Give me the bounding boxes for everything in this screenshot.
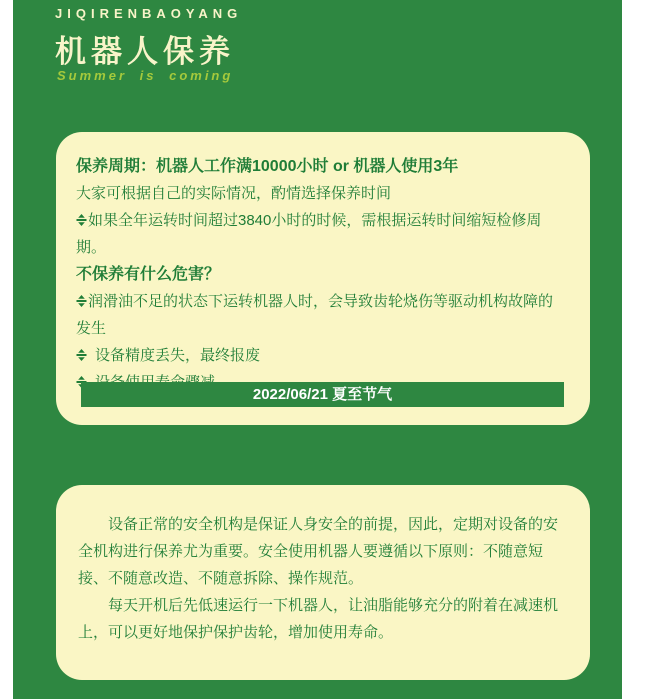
hazard-heading: 不保养有什么危害？ — [76, 266, 221, 283]
bullet-text: 设备精度丢失，最终报废 — [95, 347, 261, 364]
bullet-line — [76, 342, 566, 369]
bullet-text: 润滑油不足的状态下运转机器人时，会导致齿轮烧伤等驱动机构故障的发生 — [76, 293, 554, 337]
daily-startup-paragraph: 每天开机后先低速运行一下机器人，让油脂能够充分的附着在减速机上，可以更好地保护保护齿轮，增加使用寿命。 — [78, 597, 559, 641]
subtitle-text: Summer is coming — [57, 68, 234, 83]
maintenance-card — [56, 132, 590, 425]
maintenance-cycle-heading: 保养周期：机器人工作满10000小时 or 机器人使用3年 — [76, 158, 459, 175]
bullet-line — [76, 288, 566, 342]
split-diamond-icon — [76, 370, 87, 382]
maintenance-intro-line — [76, 180, 566, 207]
date-banner: 2022/06/21 夏至节气 — [81, 382, 564, 407]
safety-paragraph: 设备正常的安全机构是保证人身安全的前提，因此，定期对设备的安全机构进行保养尤为重要。安全使用机器人要遵循以下原则：不随意短接、不随意改造、不随意拆除、操作规范。 — [78, 516, 559, 587]
bullet-line — [76, 207, 566, 261]
bullet-text: 如果全年运转时间超过3840小时的时候，需根据运转时间缩短检修周期。 — [76, 212, 542, 256]
split-diamond-icon — [76, 289, 87, 301]
page-title: 机器人保养 — [55, 34, 235, 69]
safety-card — [56, 485, 590, 680]
maintenance-intro-text: 大家可根据自己的实际情况，酌情选择保养时间 — [76, 185, 392, 202]
article-canvas — [13, 0, 622, 699]
eyebrow-text: JIQIRENBAOYANG — [55, 6, 243, 21]
split-diamond-icon — [76, 208, 87, 220]
split-diamond-icon — [76, 343, 87, 355]
